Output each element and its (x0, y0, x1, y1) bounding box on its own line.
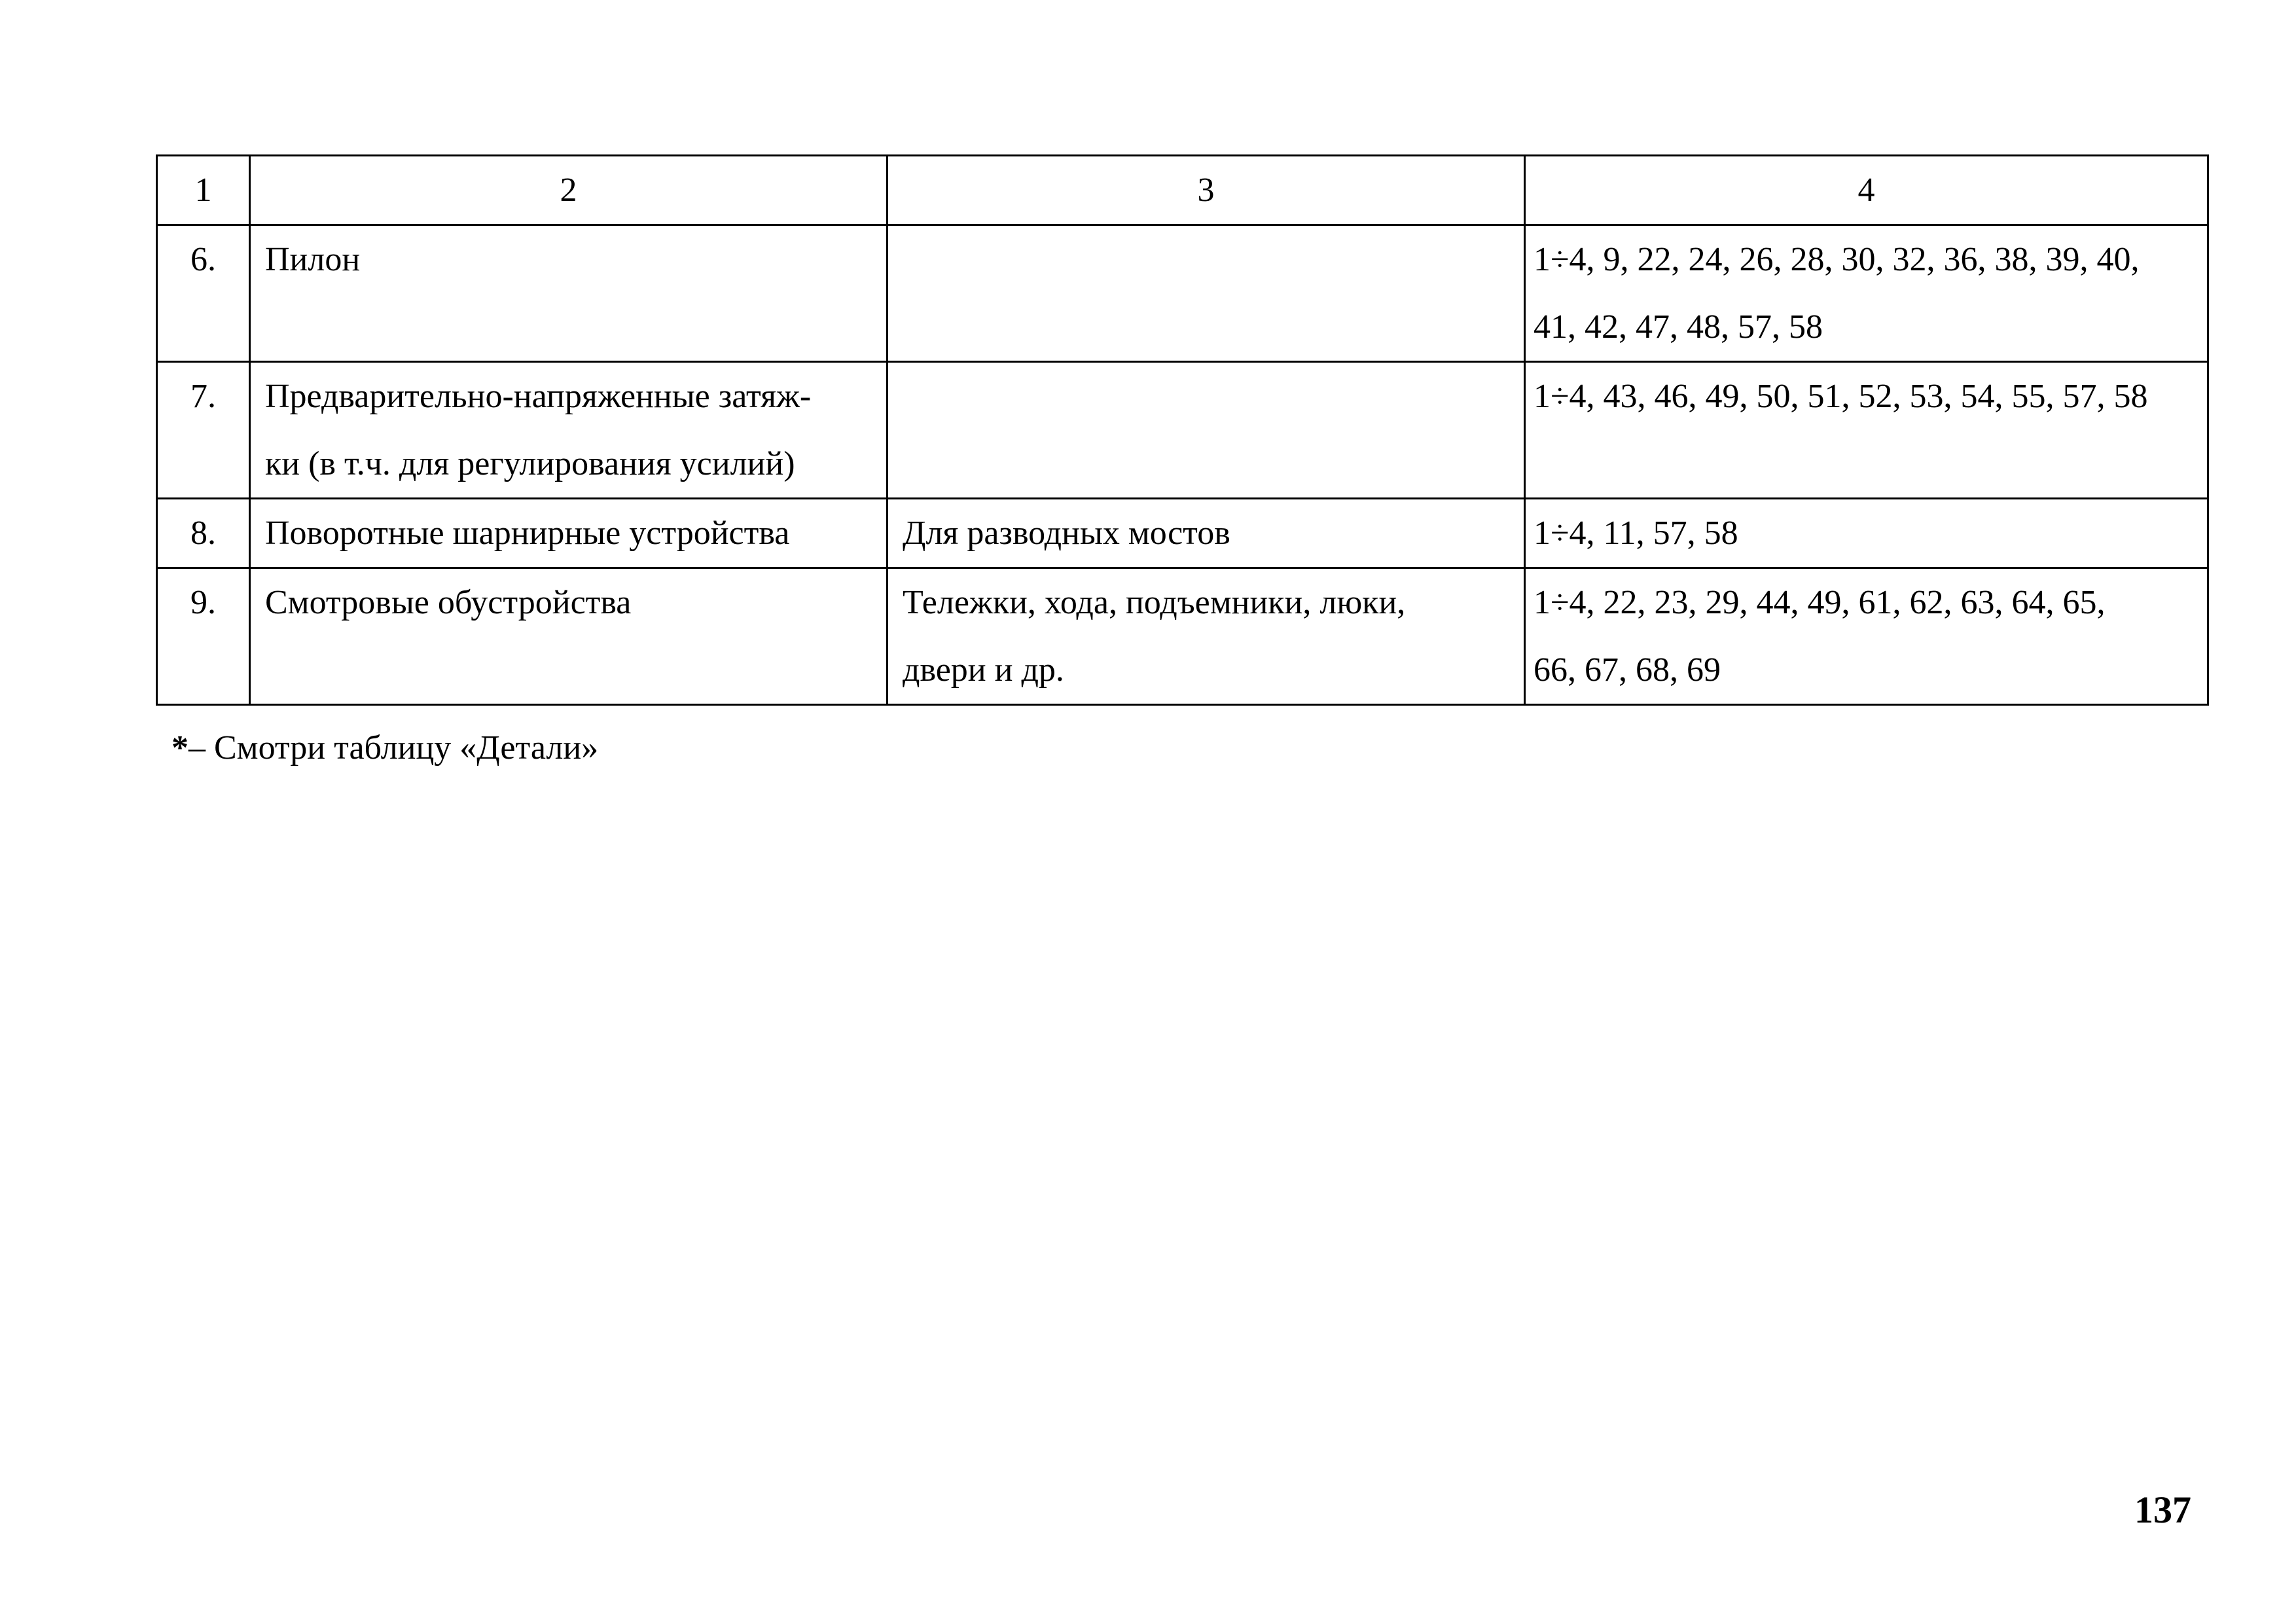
element-name: Смотровые обустройства (250, 568, 888, 705)
element-name-line: ки (в т.ч. для регулирования усилий) (265, 445, 795, 482)
element-name: Пилон (250, 225, 888, 362)
element-note (888, 362, 1525, 499)
header-cell-1: 1 (157, 156, 250, 225)
element-note (888, 568, 1525, 705)
row-number: 9. (157, 568, 250, 705)
header-cell-2: 2 (250, 156, 888, 225)
element-note-line: Тележки, хода, подъемники, люки, (903, 584, 1406, 621)
row-number: 6. (157, 225, 250, 362)
detail-numbers: 1÷4, 11, 57, 58 (1525, 499, 2208, 568)
detail-numbers-line: 1÷4, 22, 23, 29, 44, 49, 61, 62, 63, 64, 65, (1534, 584, 2106, 621)
table-row (157, 362, 2208, 499)
element-name: Поворотные шарнирные устройства (250, 499, 888, 568)
row-number: 7. (157, 362, 250, 499)
detail-numbers-line: 66, 67, 68, 69 (1534, 651, 1721, 689)
detail-numbers (1525, 568, 2208, 705)
table-row (157, 568, 2208, 705)
details-table (156, 154, 2209, 706)
detail-numbers: 1÷4, 43, 46, 49, 50, 51, 52, 53, 54, 55, 57, 58 (1525, 362, 2208, 499)
header-cell-4: 4 (1525, 156, 2208, 225)
detail-numbers (1525, 225, 2208, 362)
footnote-asterisk: * (171, 729, 188, 767)
detail-numbers-line: 41, 42, 47, 48, 57, 58 (1534, 308, 1823, 346)
element-name (250, 362, 888, 499)
element-note (888, 225, 1525, 362)
element-note: Для разводных мостов (888, 499, 1525, 568)
table-row (157, 499, 2208, 568)
header-cell-3: 3 (888, 156, 1525, 225)
element-note-line: двери и др. (903, 651, 1064, 689)
footnote (171, 719, 598, 778)
element-name-line: Предварительно-напряженные затяж- (265, 378, 812, 415)
detail-numbers-line: 1÷4, 9, 22, 24, 26, 28, 30, 32, 36, 38, 39, 40, (1534, 241, 2140, 278)
footnote-text: – Смотри таблицу «Детали» (188, 729, 599, 767)
table-header-row (157, 156, 2208, 225)
row-number: 8. (157, 499, 250, 568)
table-row (157, 225, 2208, 362)
page-number: 137 (2134, 1489, 2191, 1531)
